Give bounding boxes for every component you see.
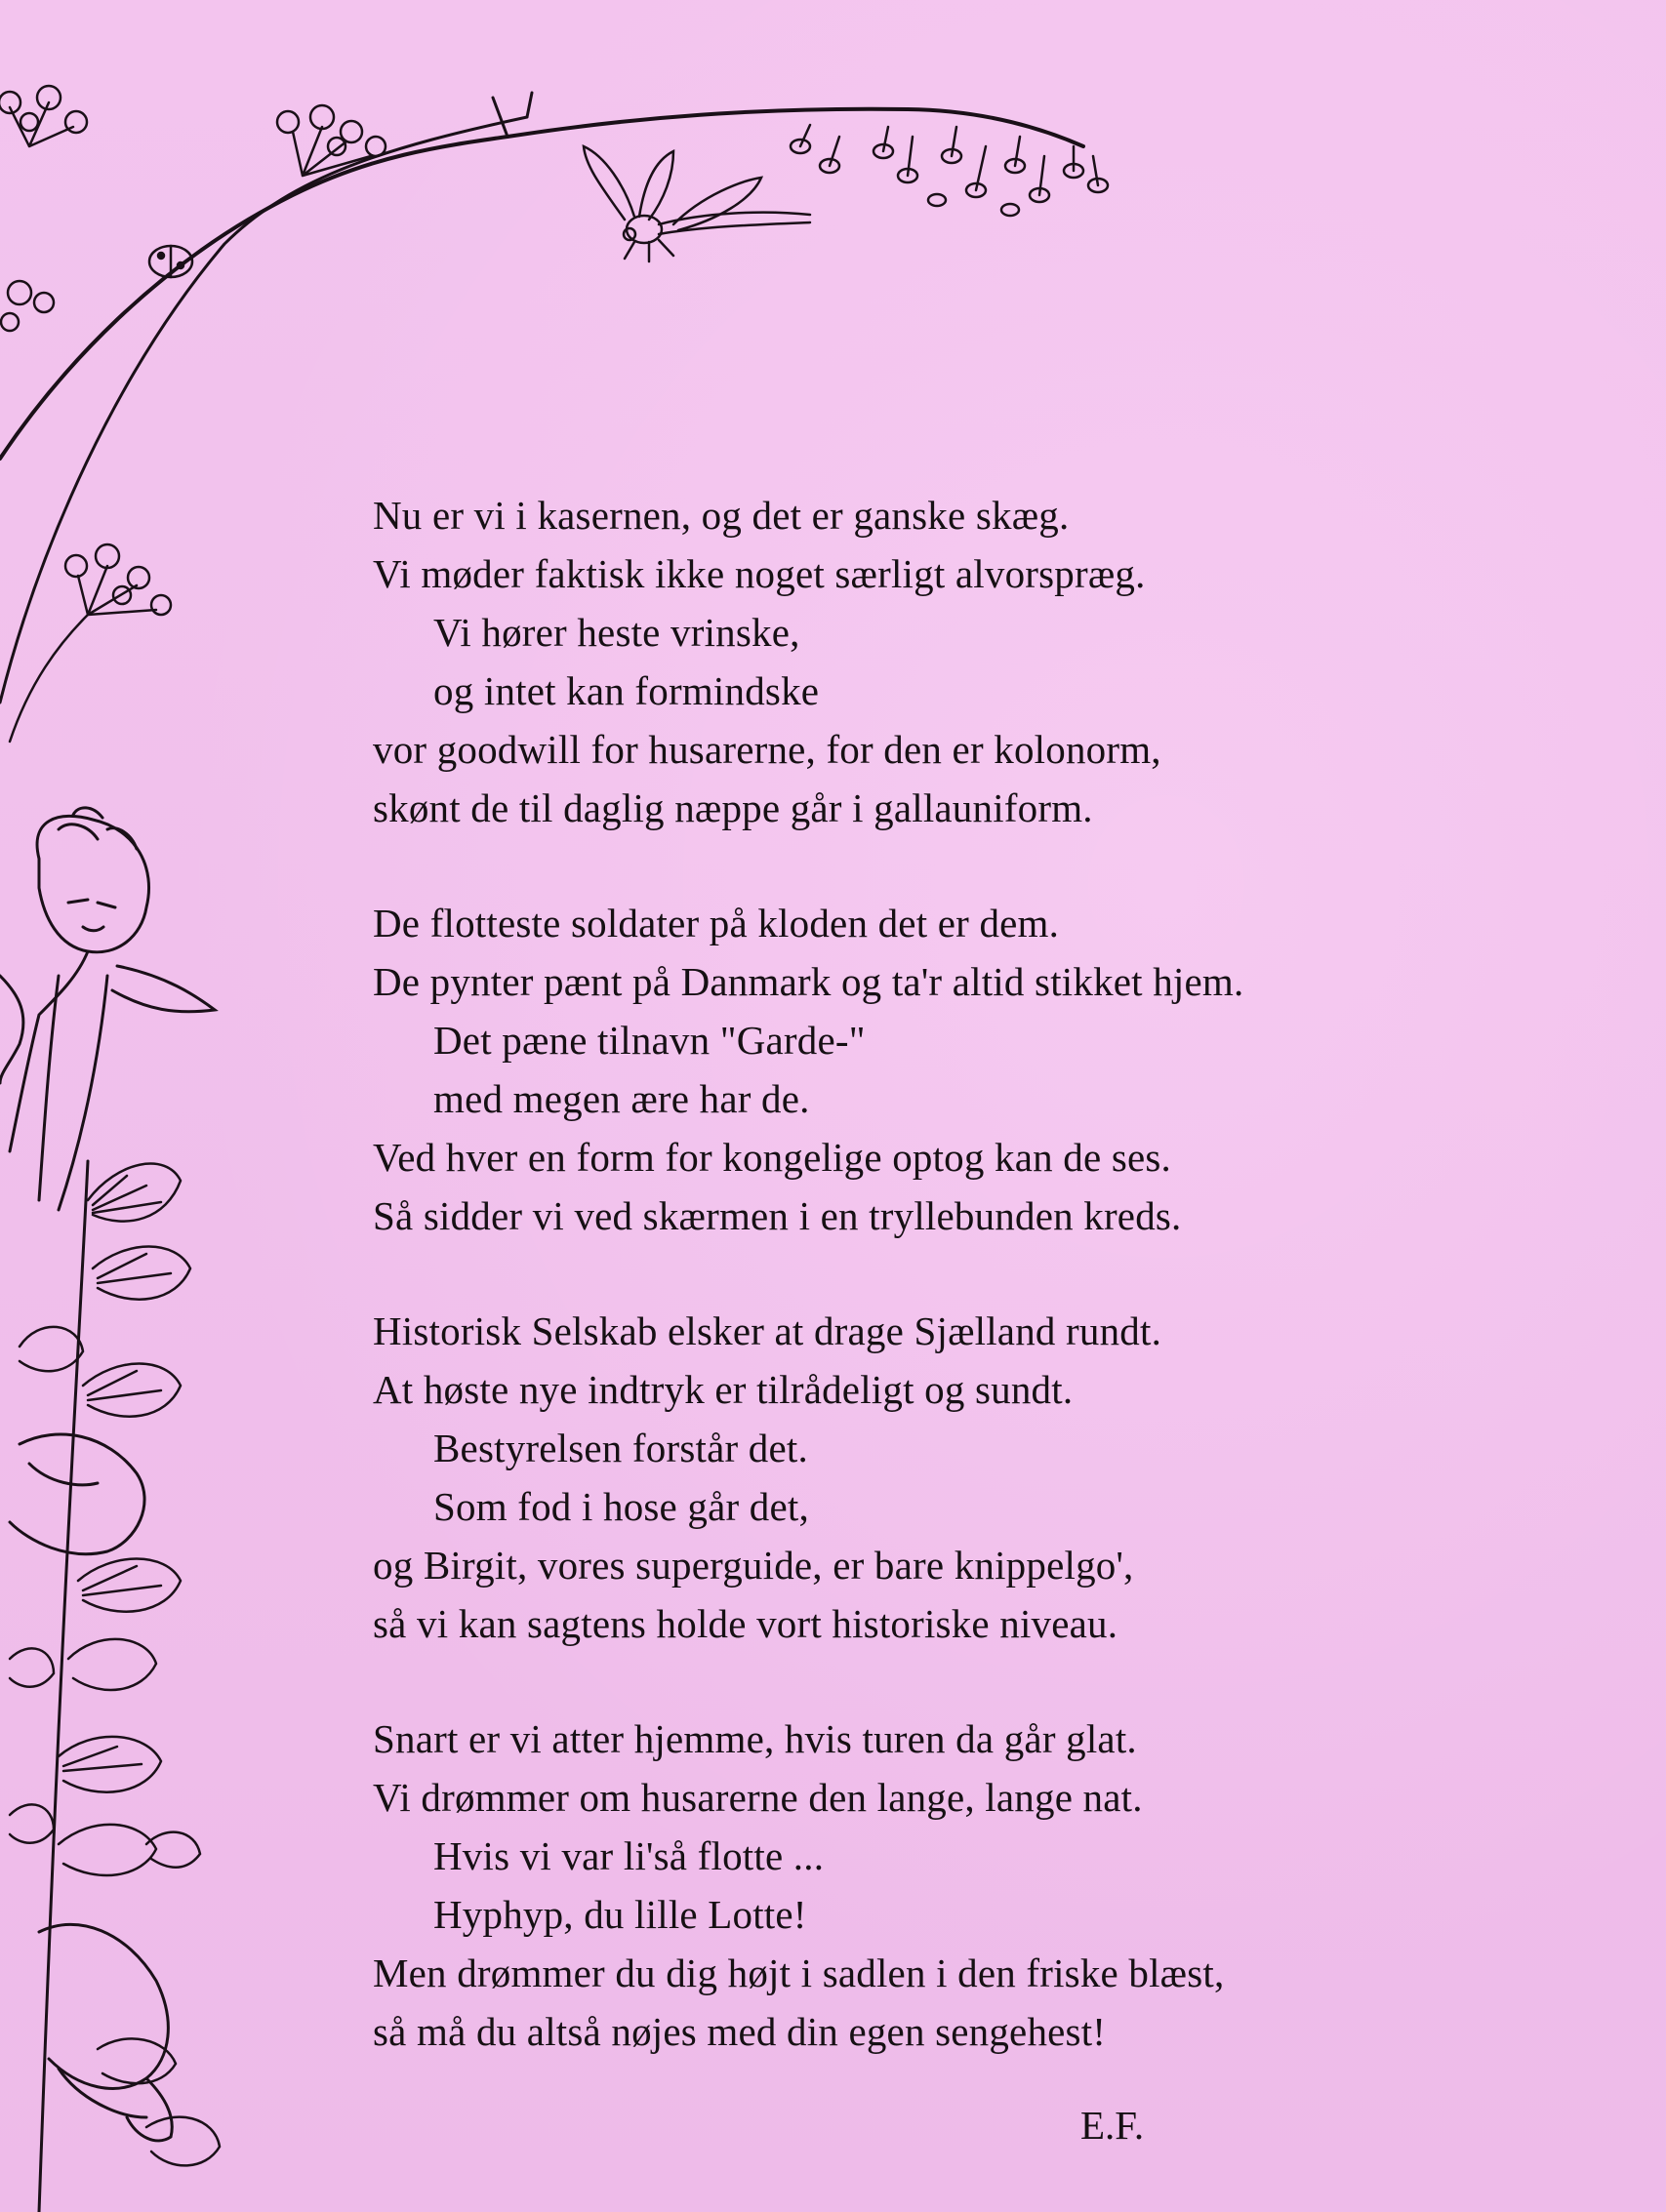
poem-line: og intet kan formindske: [433, 668, 820, 713]
poem-line: Så sidder vi ved skærmen i en tryllebunden kreds.: [373, 1193, 1182, 1238]
dragonfly-icon: [584, 146, 810, 261]
signature: E.F.: [1080, 2103, 1145, 2148]
ginkgo-leaves-icon: [10, 1161, 220, 2212]
stanza: [373, 486, 1505, 837]
poem-line: Hyphyp, du lille Lotte!: [433, 1892, 807, 1937]
poem-line: Vi møder faktisk ikke noget særligt alvorspræg.: [373, 551, 1146, 596]
stanza: [373, 894, 1505, 1245]
poem-line: Bestyrelsen forstår det.: [433, 1426, 808, 1470]
poem-line: og Birgit, vores superguide, er bare knippelgo',: [373, 1543, 1134, 1588]
poem: [373, 486, 1505, 2117]
poem-line: med megen ære har de.: [433, 1076, 810, 1121]
poem-line: Hvis vi var li'så flotte ...: [433, 1833, 825, 1878]
poem-line: Vi hører heste vrinske,: [433, 610, 800, 655]
poem-line: så må du altså nøjes med din egen sengehest!: [373, 2009, 1107, 2054]
poem-line: Det pæne tilnavn "Garde-": [433, 1018, 866, 1063]
stanza: [373, 1709, 1505, 2061]
poem-line: Men drømmer du dig højt i sadlen i den friske blæst,: [373, 1951, 1225, 1995]
poem-line: De pynter pænt på Danmark og ta'r altid stikket hjem.: [373, 959, 1244, 1004]
poem-line: Som fod i hose går det,: [433, 1484, 809, 1529]
poem-line: De flotteste soldater på kloden det er dem.: [373, 901, 1060, 945]
cherub-icon: [0, 808, 215, 2141]
poem-line: Nu er vi i kasernen, og det er ganske skæg.: [373, 493, 1070, 538]
poem-line: skønt de til daglig næppe går i gallauniform.: [373, 785, 1093, 830]
poem-line: Historisk Selskab elsker at drage Sjælland rundt.: [373, 1308, 1162, 1353]
poem-line: vor goodwill for husarerne, for den er kolonorm,: [373, 727, 1161, 772]
stanza: [373, 1302, 1505, 1653]
poem-line: Snart er vi atter hjemme, hvis turen da går glat.: [373, 1716, 1137, 1761]
poem-line: At høste nye indtryk er tilrådeligt og sundt.: [373, 1367, 1074, 1412]
poem-line: så vi kan sagtens holde vort historiske niveau.: [373, 1601, 1118, 1646]
poem-line: Ved hver en form for kongelige optog kan de ses.: [373, 1135, 1171, 1180]
poem-line: Vi drømmer om husarerne den lange, lange nat.: [373, 1775, 1143, 1820]
